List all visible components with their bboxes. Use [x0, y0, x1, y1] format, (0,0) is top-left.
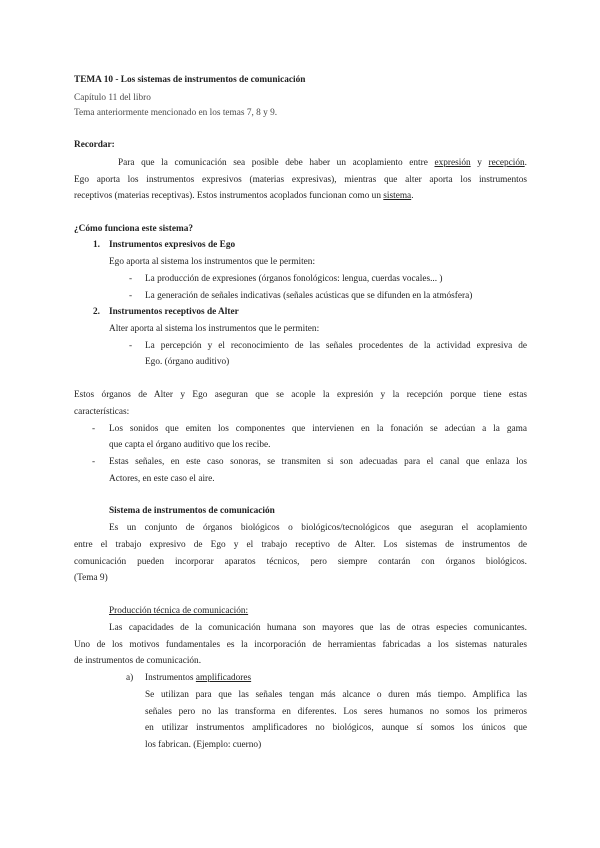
recordar-line-1: [118, 157, 527, 169]
sistema-heading: Sistema de instrumentos de comunicación: [109, 506, 275, 516]
organos-line-1: Estos órganos de Alter y Ego aseguran que se acople la expresión y la recepción porque tiene estas: [74, 390, 527, 400]
amplificadores-title: [145, 672, 251, 684]
produccion-line-3: de instrumentos de comunicación.: [74, 656, 202, 666]
recordar-period-3: .: [411, 191, 414, 201]
organos-line-2: características:: [74, 407, 130, 417]
sistema-underlined: sistema: [383, 191, 412, 201]
recepcion-underlined: recepción: [488, 158, 525, 168]
item2-bullet-1-line-1: La percepción y el reconocimiento de las señales procedentes de la actividad expresiva de: [145, 341, 527, 351]
subtitle-reference: Tema anteriormente mencionado en los temas 7, 8 y 9.: [74, 108, 278, 118]
item1-dash-2: -: [129, 291, 133, 301]
recordar-and: y: [470, 158, 489, 168]
recordar-line-2: Ego aporta los instrumentos expresivos (materias expresivas), mientras que alter aporta los instrumentos: [74, 175, 527, 185]
item2-title: Instrumentos receptivos de Alter: [109, 307, 239, 317]
item2-dash-1: -: [129, 341, 133, 351]
amplificadores-line-4: los fabrican. (Ejemplo: cuerno): [145, 740, 262, 750]
document-title: [74, 74, 305, 86]
recordar-line-3: [74, 190, 414, 202]
organos-bullet-2-line-1: Estas señales, en este caso sonoras, se transmiten si son adecuadas para el canal que enlaza los: [109, 457, 527, 467]
amplificadores-title-pre: Instrumentos: [145, 673, 196, 683]
recordar-text: Para que la comunicación sea posible debe haber un acoplamiento entre: [118, 158, 435, 168]
item1-intro: Ego aporta al sistema los instrumentos que le permiten:: [109, 257, 316, 267]
sistema-line-4: (Tema 9): [74, 573, 108, 583]
recordar-heading: Recordar:: [74, 140, 115, 150]
title-bold: TEMA 10: [74, 75, 113, 85]
amplificadores-line-2: señales pero no las transforma en diferentes. Los seres humanos no somos los primeros: [145, 707, 527, 717]
sistema-line-1: Es un conjunto de órganos biológicos o biológicos/tecnológicos que aseguran el acoplamiento: [109, 523, 527, 533]
item1-title: Instrumentos expresivos de Ego: [109, 240, 236, 250]
amplificadores-underlined: amplificadores: [195, 673, 252, 683]
title-rest: - Los sistemas de instrumentos de comunicación: [113, 75, 306, 85]
organos-bullet-1-line-2: que capta el órgano auditivo que los recibe.: [109, 440, 271, 450]
sistema-line-2: entre el trabajo expresivo de Ego y el trabajo receptivo de Alter. Los sistemas de instrumentos de: [74, 540, 527, 550]
item1-number: 1.: [93, 240, 100, 250]
organos-dash-1: -: [92, 424, 96, 434]
produccion-line-1: Las capacidades de la comunicación humana son mayores que las de otras especies comunicantes.: [109, 623, 527, 633]
organos-bullet-2-line-2: Actores, en este caso el aire.: [109, 474, 215, 484]
item2-bullet-1-line-2: Ego. (órgano auditivo): [145, 357, 230, 367]
recordar-text-3: receptivos (materias receptivas). Estos instrumentos acoplados funcionan como un: [74, 191, 384, 201]
amplificadores-label: a): [126, 673, 134, 683]
item1-dash-1: -: [129, 274, 133, 284]
subtitle-chapter: Capítulo 11 del libro: [74, 93, 151, 103]
item1-bullet-2: La generación de señales indicativas (señales acústicas que se difunden en la atmósfera): [145, 291, 473, 301]
item2-number: 2.: [93, 307, 100, 317]
organos-bullet-1-line-1: Los sonidos que emiten los componentes que intervienen en la fonación se adecúan a la gama: [109, 424, 527, 434]
amplificadores-line-3: en utilizar instrumentos amplificadores no biológicos, aunque sí somos los únicos que: [145, 723, 527, 733]
amplificadores-line-1: Se utilizan para que las señales tengan más alcance o duren más tiempo. Amplifica las: [145, 690, 527, 700]
recordar-period: .: [524, 158, 527, 168]
item1-bullet-1: La producción de expresiones (órganos fonológicos: lengua, cuerdas vocales... ): [145, 274, 443, 284]
organos-dash-2: -: [92, 457, 96, 467]
produccion-line-2: Uno de los motivos fundamentales es la incorporación de herramientas fabricadas a los sistemas naturales: [74, 640, 527, 650]
como-heading: ¿Cómo funciona este sistema?: [74, 224, 194, 234]
item2-intro: Alter aporta al sistema los instrumentos que le permiten:: [109, 324, 320, 334]
expresion-underlined: expresión: [434, 158, 471, 168]
produccion-heading: Producción técnica de comunicación:: [109, 606, 249, 616]
sistema-line-3: comunicación pueden incorporar aparatos técnicos, pero siempre contarán con órganos biológicos.: [74, 557, 527, 567]
